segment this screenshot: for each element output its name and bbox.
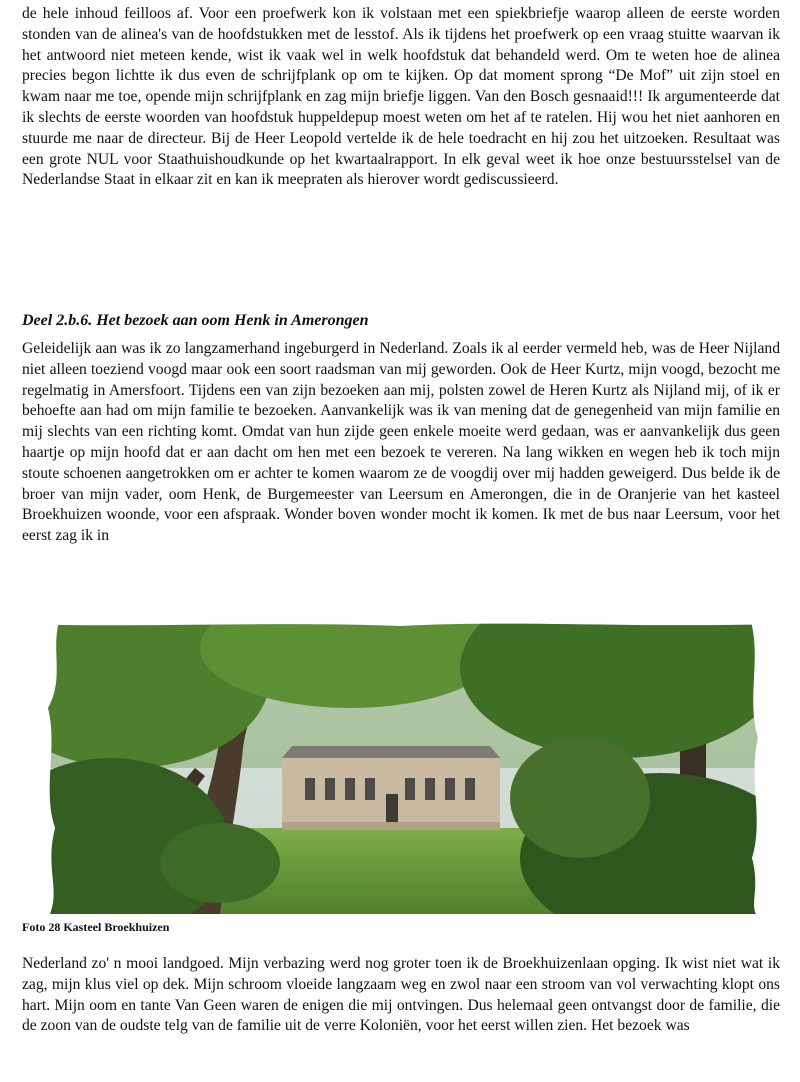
section-heading: Deel 2.b.6. Het bezoek aan oom Henk in Amerongen [22,312,369,329]
paragraph-intro: de hele inhoud feilloos af. Voor een proefwerk kon ik volstaan met een spiekbriefje waarop alleen de eerste worden stonden van de alinea's van de hoofdstukken met de lesstof. Als ik tijdens het proefwerk op een vraag stuitte waarvan ik het antwoord niet meteen kende, wist ik vaak wel in welk hoofdstuk dat behandeld werd. Om te weten hoe de alinea precies begon lichtte ik dus even de schrijfplank op om te kijken. Op dat moment sprong “De Mof” uit zijn stoel en kwam naar me toe, opende mijn schrijfplank en zag mijn briefje liggen. Van den Bosch gesnaaid!!! Ik argumenteerde dat ik slechts de eerste woorden van hoofdstuk huppeldepup moest weten om het af te ratelen. Hij wou het niet aanhoren en stuurde me naar de directeur. Bij de Heer Leopold vertelde ik de hele toedracht en hij zou het uitzoeken. Resultaat was een grote NUL voor Staathuishoudkunde op het kwartaalrapport. In elk geval weet ik hoe onze bestuursstelsel van de Nederlandse Staat in elkaar zit en kan ik meepraten als hierover wordt gediscussieerd. [22,5,780,189]
paragraph-visit: Geleidelijk aan was ik zo langzamerhand ingeburgerd in Nederland. Zoals ik al eerder vermeld heb, was de Heer Nijland niet alleen toeziend voogd maar ook een soort raadsman van mij geworden. Ook de Heer Kurtz, mijn voogd, bezocht me regelmatig in Amersfoort. Tijdens een van zijn bezoeken aan mij, polsten zowel de Heren Kurtz als Nijland mij, of ik er behoefte aan had om mijn familie te bezoeken. Aanvankelijk was ik van mening dat de genegenheid van mijn familie en mij slechts van een richting komt. Omdat van hun zijde geen enkele moeite werd gedaan, was er aanvankelijk dus geen haartje op mijn hoofd dat er aan dacht om hen met een bezoek te vereren. Na lang wikken en wegen heb ik toch mijn stoute schoenen aangetrokken om er achter te komen waarom ze de voogdij over mij hadden geweigerd. Dus belde ik de broer van mijn vader, oom Henk, de Burgemeester van Leersum en Amerongen, die in de Oranjerie van het kasteel Broekhuizen woonde, voor een afspraak. Wonder boven wonder mocht ik komen. Ik met de bus naar Leersum, voor het eerst zag ik in [22,340,780,545]
photo-caption: Foto 28 Kasteel Broekhuizen [22,920,170,934]
castle-photo [20,618,780,914]
paragraph-estate: Nederland zo' n mooi landgoed. Mijn verbazing werd nog groter toen ik de Broekhuizenlaan opging. Ik wist niet wat ik zag, mijn klus viel op dek. Mijn schroom vloeide langzaam weg en zwol naar een stroom van vol verwachting klopt ons hart. Mijn oom en tante Van Geen waren de enigen die mij ontvingen. Dus helemaal geen ontvangst door de familie, die de zoon van de oudste telg van de familie uit de verre Koloniën, voor het eerst willen zien. Het bezoek was [22,955,780,1035]
